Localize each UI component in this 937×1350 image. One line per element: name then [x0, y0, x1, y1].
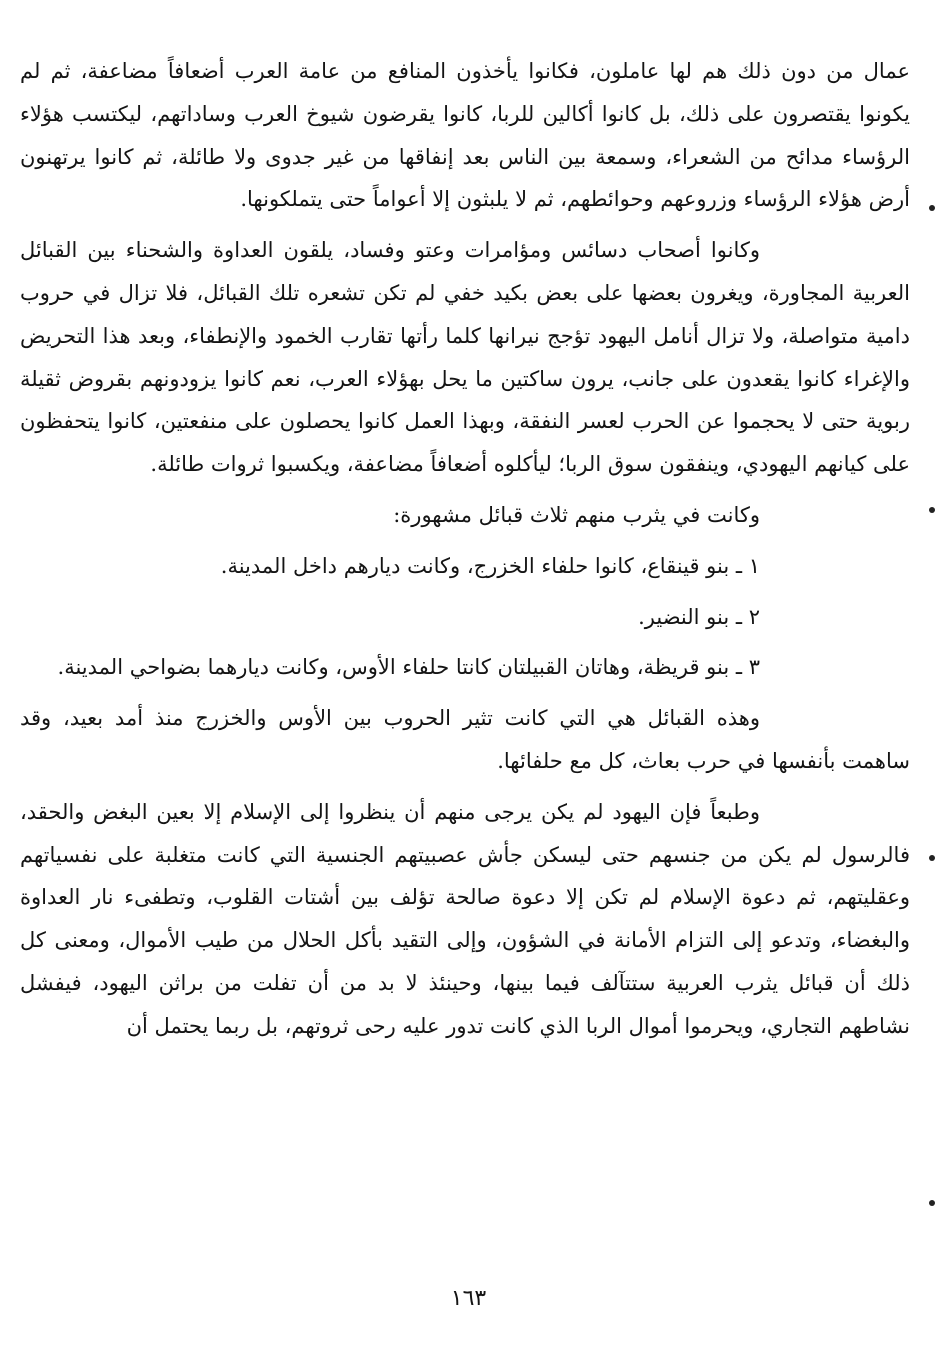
page-number: ١٦٣ — [450, 1286, 487, 1311]
scan-speck-1 — [929, 205, 935, 211]
paragraph-2: وكانوا أصحاب دسائس ومؤامرات وعتو وفساد، يلقون العداوة والشحناء بين القبائل العربية المجاورة، ويغرون بعضها على بعض بكيد خفي لم تكن تشعره تلك القبائل، فلا تزال في حروب دامية متواصلة، ولا تزال أنامل اليهود تؤجج نيرانها كلما رأتها تقارب الخمود والإنطفاء، وبعد هذا التحريض والإغراء كانوا يقعدون على جانب، يرون ساكتين ما يحل بهؤلاء العرب، نعم كانوا يزودونهم بقروض ثقيلة ربوية حتى لا يحجموا عن الحرب لعسر النفقة، وبهذا العمل كانوا يحصلون على منفعتين، كانوا يتحفظون على كيانهم اليهودي، وينفقون سوق الربا؛ ليأكلوه أضعافاً مضاعفة، ويكسبوا ثروات طائلة. — [20, 238, 910, 477]
scan-speck-3 — [929, 855, 935, 861]
paragraph-3: وكانت في يثرب منهم ثلاث قبائل مشهورة: — [393, 502, 760, 527]
paragraph-1: عمال من دون ذلك هم لها عاملون، فكانوا يأخذون المنافع من عامة العرب أضعافاً مضاعفة، ثم لم يكونوا يقتصرون على ذلك، بل كانوا أكالين للربا، كانوا يقرضون شيوخ العرب وساداتهم، ليكتسب هؤلاء الرؤساء مدائح من الشعراء، وسمعة بين الناس بعد إنفاقها من غير جدوى ولا طائلة، ثم كانوا يرتهنون أرض هؤلاء الرؤساء وزروعهم وحوائطهم، ثم لا يلبثون إلا أعواماً حتى يتملكونها. — [20, 59, 910, 212]
scan-speck-2 — [929, 507, 935, 513]
scan-speck-4 — [929, 1200, 935, 1206]
body-text — [20, 50, 910, 1056]
list-item-1: ١ ـ بنو قينقاع، كانوا حلفاء الخزرج، وكانت ديارهم داخل المدينة. — [220, 553, 760, 578]
paragraph-4: وهذه القبائل هي التي كانت تثير الحروب بين الأوس والخزرج منذ أمد بعيد، وقد ساهمت بأنفسها في حرب بعاث، كل مع حلفائها. — [20, 706, 910, 773]
list-item-2: ٢ ـ بنو النضير. — [638, 604, 760, 629]
paragraph-5: وطبعاً فإن اليهود لم يكن يرجى منهم أن ينظروا إلى الإسلام إلا بعين البغض والحقد، فالرسول لم يكن من جنسهم حتى ليسكن جأش عصبيتهم الجنسية التي كانت متغلبة على نفسياتهم وعقليتهم، ثم دعوة الإسلام لم تكن إلا دعوة صالحة تؤلف بين أشتات القلوب، وتطفىء نار العداوة والبغضاء، وتدعو إلى التزام الأمانة في الشؤون، وإلى التقيد بأكل الحلال من طيب الأموال، ومعنى كل ذلك أن قبائل يثرب العربية ستتآلف فيما بينها، وحينئذ لا بد من أن تفلت من براثن اليهود، فيفشل نشاطهم التجاري، ويحرموا أموال الربا الذي كانت تدور عليه رحى ثروتهم، بل ربما يحتمل أن — [20, 799, 910, 1038]
list-item-3: ٣ ـ بنو قريظة، وهاتان القبيلتان كانتا حلفاء الأوس، وكانت ديارهما بضواحي المدينة. — [57, 655, 760, 680]
